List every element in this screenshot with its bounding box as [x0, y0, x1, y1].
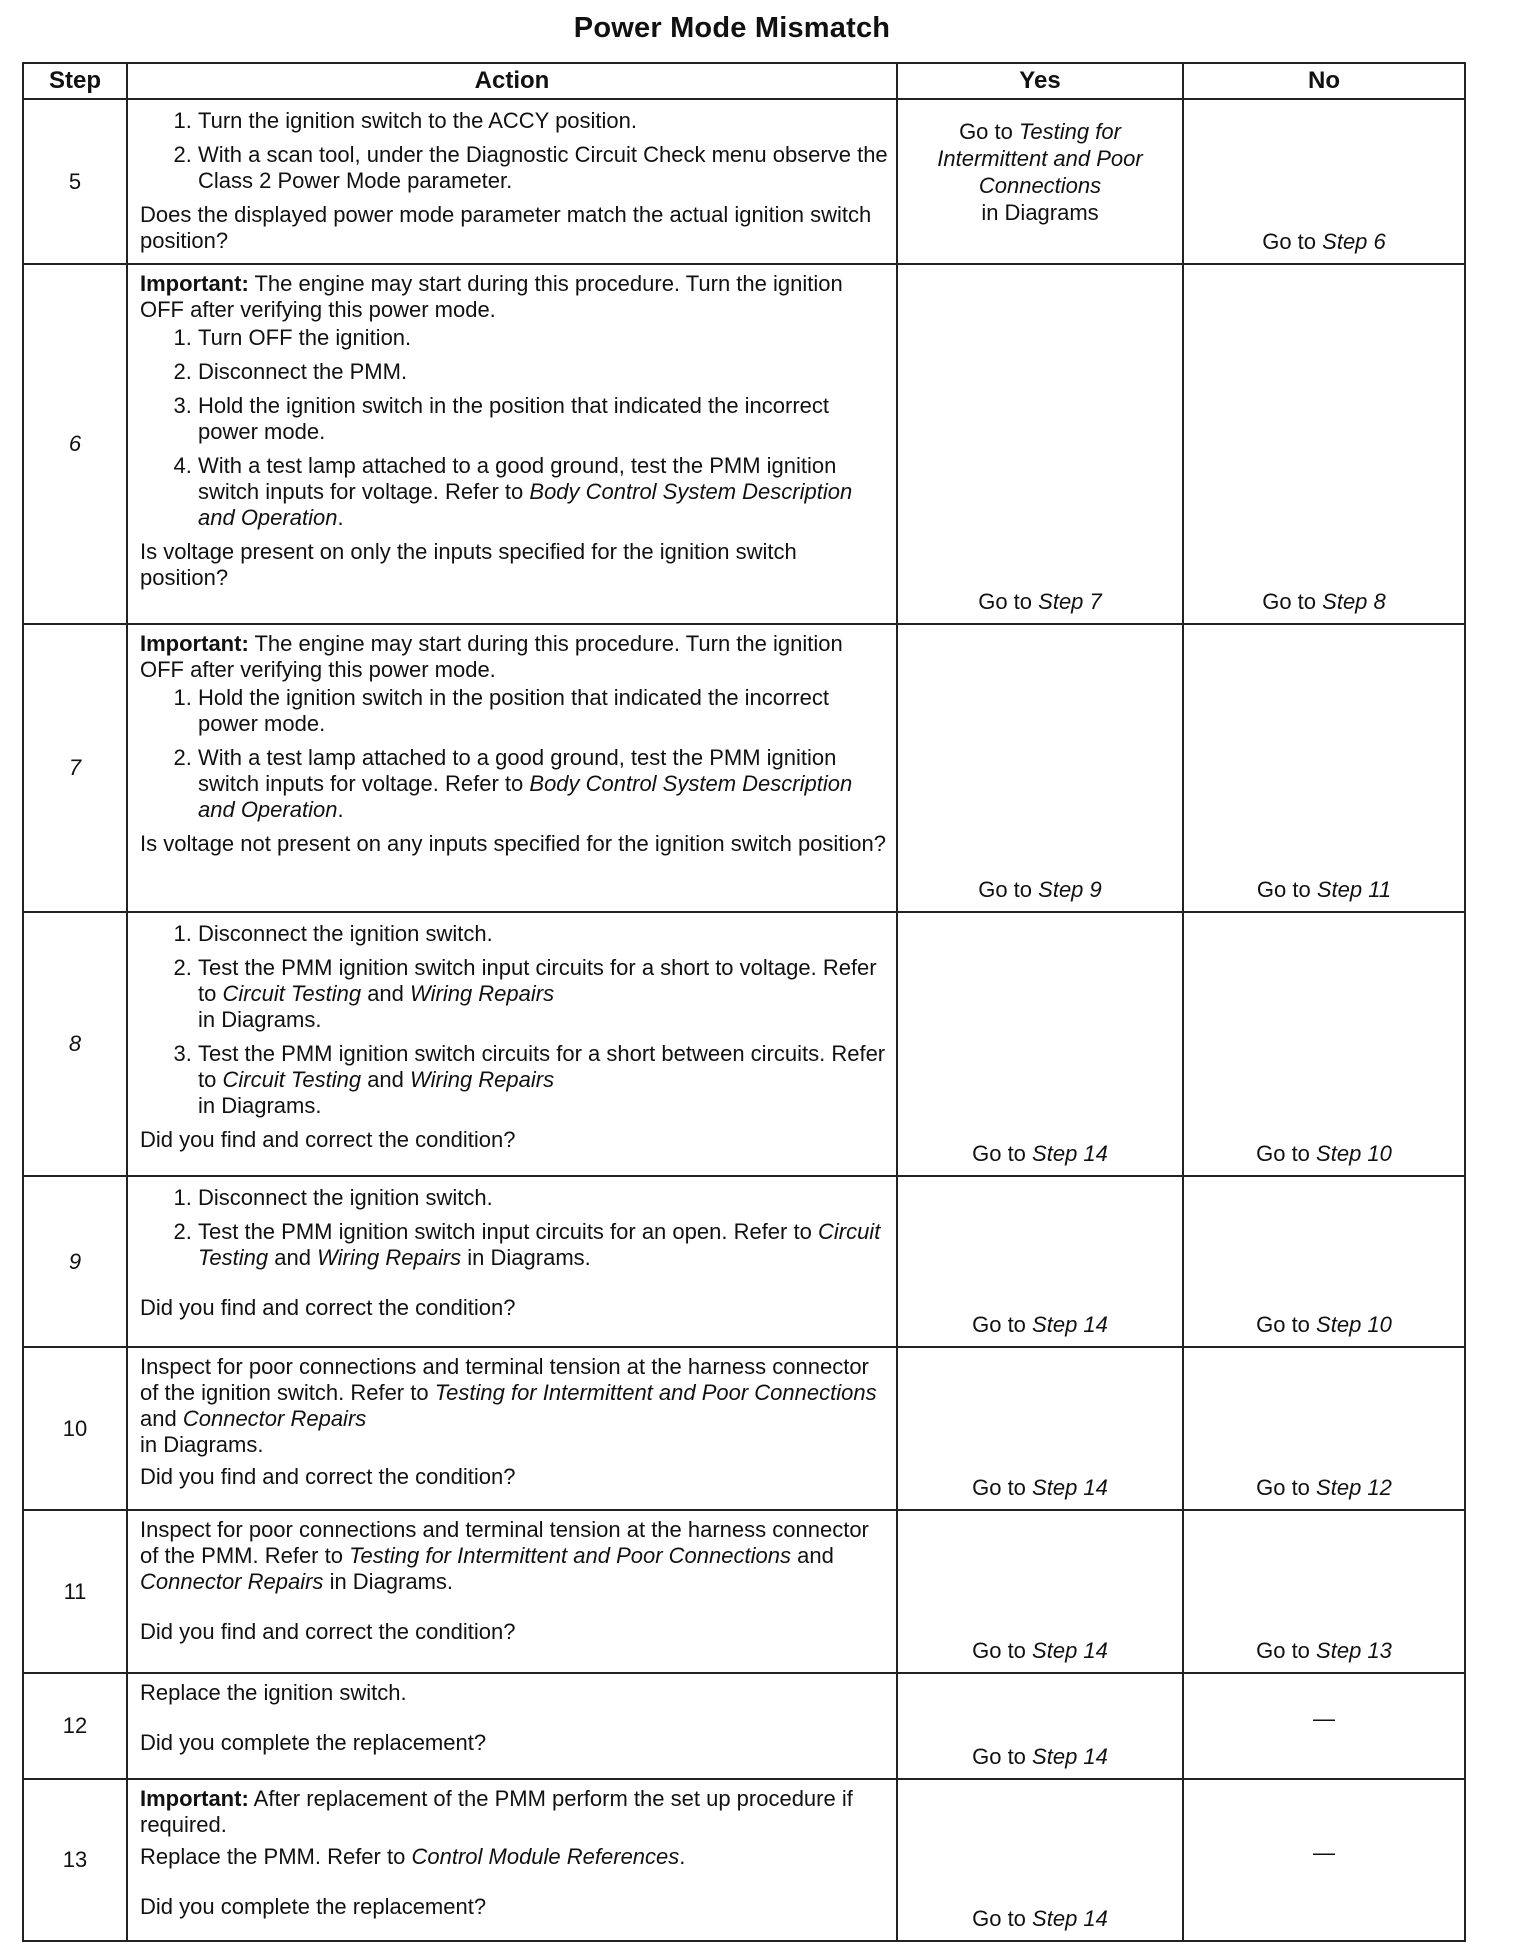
go-to-label: Go to	[1262, 229, 1317, 254]
step-action	[127, 99, 897, 264]
yes-reference: Step 14	[1032, 1744, 1108, 1769]
no-cell	[1183, 624, 1465, 912]
step-number: 6	[23, 264, 127, 624]
action-sentence: Inspect for poor connections and terminal tension at the harness connector of the ignition switch. Refer to	[140, 1354, 869, 1405]
step-number: 9	[23, 1176, 127, 1347]
no-cell	[1183, 1779, 1465, 1941]
no-reference: Step 12	[1316, 1475, 1392, 1500]
step-action	[127, 1347, 897, 1510]
step-row-7	[23, 624, 1465, 912]
step-question: Is voltage present on only the inputs specified for the ignition switch position?	[140, 539, 797, 590]
action-item: 1. Hold the ignition switch in the position that indicated the incorrect power mode.	[198, 685, 888, 737]
step-row-13	[23, 1779, 1465, 1941]
and-text: and	[140, 1406, 177, 1431]
yes-reference: Step 14	[1032, 1141, 1108, 1166]
step-question: Did you complete the replacement?	[140, 1894, 487, 1919]
action-text: Test the PMM ignition switch input circuits for an open. Refer to	[198, 1219, 812, 1244]
important-text: The engine may start during this procedure. Turn the ignition OFF after verifying this power mode.	[140, 631, 843, 682]
important-label: Important:	[140, 631, 249, 656]
step-row-12	[23, 1673, 1465, 1779]
and-text: and	[274, 1245, 311, 1270]
important-note	[140, 1786, 888, 1838]
yes-cell	[897, 624, 1183, 912]
go-to-label: Go to	[959, 119, 1013, 144]
step-row-9	[23, 1176, 1465, 1347]
action-text: Replace the ignition switch.	[140, 1680, 407, 1705]
action-text	[140, 1517, 888, 1595]
step-number: 8	[23, 912, 127, 1176]
reference-link: Connector Repairs	[140, 1569, 324, 1594]
action-item: 1. Turn the ignition switch to the ACCY position.	[198, 108, 888, 134]
yes-cell	[897, 1510, 1183, 1673]
action-text: With a test lamp attached to a good ground, test the PMM ignition switch inputs for voltage. Refer to	[198, 745, 837, 796]
important-label: Important:	[140, 271, 249, 296]
dash-mark: —	[1313, 1706, 1335, 1731]
step-row-11	[23, 1510, 1465, 1673]
step-action	[127, 1510, 897, 1673]
go-to-label: Go to	[972, 1312, 1026, 1337]
step-question: Did you find and correct the condition?	[140, 1127, 516, 1152]
action-item: 4. With a test lamp attached to a good ground, test the PMM ignition switch inputs for voltage. Refer to Body Control System Description and Operation.	[198, 453, 888, 531]
diagrams-note: in Diagrams.	[140, 1432, 264, 1457]
action-item: 2. With a scan tool, under the Diagnostic Circuit Check menu observe the Class 2 Power Mode parameter.	[198, 142, 888, 194]
go-to-label: Go to	[972, 1906, 1026, 1931]
step-action	[127, 1176, 897, 1347]
no-cell	[1183, 1673, 1465, 1779]
reference-link: Body Control System Description and Operation	[198, 771, 853, 822]
no-reference: Step 10	[1316, 1141, 1392, 1166]
yes-reference: Step 7	[1038, 589, 1102, 614]
step-action	[127, 264, 897, 624]
step-number: 11	[23, 1510, 127, 1673]
diagrams-note: in Diagrams.	[467, 1245, 591, 1270]
and-text: and	[367, 981, 404, 1006]
action-sentence: Inspect for poor connections and terminal tension at the harness connector of the PMM. Refer to	[140, 1517, 869, 1568]
header-action: Action	[127, 63, 897, 99]
reference-link: Wiring Repairs	[410, 1067, 555, 1092]
go-to-label: Go to	[972, 1638, 1026, 1663]
yes-cell	[897, 1347, 1183, 1510]
yes-reference: Step 14	[1032, 1312, 1108, 1337]
go-to-label: Go to	[972, 1141, 1026, 1166]
diagrams-note: in Diagrams	[981, 200, 1099, 225]
action-text: Test the PMM ignition switch input circuits for a short to voltage. Refer to	[198, 955, 877, 1006]
step-action	[127, 912, 897, 1176]
step-action	[127, 1779, 897, 1941]
yes-cell	[897, 264, 1183, 624]
go-to-label: Go to	[1256, 1141, 1310, 1166]
reference-link: Testing for Intermittent and Poor Connections	[434, 1380, 877, 1405]
header-no: No	[1183, 63, 1465, 99]
no-cell	[1183, 99, 1465, 264]
action-item: 1. Disconnect the ignition switch.	[198, 921, 888, 947]
no-cell	[1183, 264, 1465, 624]
go-to-label: Go to	[1256, 1638, 1310, 1663]
action-text: With a test lamp attached to a good ground, test the PMM ignition switch inputs for voltage. Refer to	[198, 453, 837, 504]
action-text	[140, 1354, 888, 1458]
important-label: Important:	[140, 1786, 249, 1811]
go-to-label: Go to	[1256, 877, 1311, 902]
no-reference: Step 6	[1322, 229, 1386, 254]
diagrams-note: in Diagrams.	[198, 1093, 322, 1118]
yes-cell	[897, 1176, 1183, 1347]
action-item	[198, 1041, 888, 1119]
reference-link: Connector Repairs	[182, 1406, 367, 1431]
yes-cell	[897, 1673, 1183, 1779]
yes-reference: Step 14	[1032, 1475, 1108, 1500]
step-question: Is voltage not present on any inputs specified for the ignition switch position?	[140, 831, 887, 856]
step-question: Did you complete the replacement?	[140, 1730, 487, 1755]
yes-cell	[897, 99, 1183, 264]
no-reference: Step 13	[1316, 1638, 1392, 1663]
step-number: 13	[23, 1779, 127, 1941]
and-text: and	[367, 1067, 404, 1092]
header-row	[23, 63, 1465, 99]
no-cell	[1183, 1176, 1465, 1347]
no-cell	[1183, 1510, 1465, 1673]
diagnostic-table	[22, 62, 1466, 1942]
step-question: Did you find and correct the condition?	[140, 1295, 516, 1320]
action-item: 3. Hold the ignition switch in the position that indicated the incorrect power mode.	[198, 393, 888, 445]
reference-link: Body Control System Description and Operation	[198, 479, 853, 530]
important-text: After replacement of the PMM perform the set up procedure if required.	[140, 1786, 853, 1837]
diagrams-note: in Diagrams.	[329, 1569, 454, 1594]
important-note	[140, 271, 888, 323]
reference-link: Circuit Testing	[222, 981, 362, 1006]
yes-reference: Step 9	[1038, 877, 1102, 902]
go-to-label: Go to	[1256, 1475, 1310, 1500]
action-text: Test the PMM ignition switch circuits for a short between circuits. Refer to	[198, 1041, 886, 1092]
action-item	[198, 955, 888, 1033]
go-to-label: Go to	[1256, 1312, 1310, 1337]
dash-mark: —	[1313, 1840, 1335, 1865]
step-question: Does the displayed power mode parameter match the actual ignition switch position?	[140, 202, 872, 253]
step-row-8	[23, 912, 1465, 1176]
action-item	[198, 1219, 888, 1271]
reference-link: Circuit Testing	[198, 1219, 881, 1270]
action-sentence: Replace the PMM. Refer to	[140, 1844, 406, 1869]
important-text: The engine may start during this procedure. Turn the ignition OFF after verifying this power mode.	[140, 271, 843, 322]
yes-reference: Step 14	[1032, 1906, 1108, 1931]
go-to-label: Go to	[972, 1475, 1026, 1500]
yes-reference: Step 14	[1032, 1638, 1108, 1663]
step-number: 5	[23, 99, 127, 264]
action-item: 2. With a test lamp attached to a good ground, test the PMM ignition switch inputs for voltage. Refer to Body Control System Description and Operation.	[198, 745, 888, 823]
go-to-label: Go to	[978, 877, 1033, 902]
important-note	[140, 631, 888, 683]
reference-link: Wiring Repairs	[317, 1245, 462, 1270]
yes-reference: Testing for Intermittent and Poor Connections	[937, 119, 1143, 198]
header-yes: Yes	[897, 63, 1183, 99]
reference-link: Control Module References	[411, 1844, 680, 1869]
no-reference: Step 10	[1316, 1312, 1392, 1337]
no-cell	[1183, 912, 1465, 1176]
step-action	[127, 1673, 897, 1779]
step-row-5	[23, 99, 1465, 264]
go-to-label: Go to	[1262, 589, 1317, 614]
no-reference: Step 11	[1316, 877, 1392, 902]
page-title: Power Mode Mismatch	[573, 12, 891, 44]
action-item: 2. Disconnect the PMM.	[198, 359, 888, 385]
step-number: 12	[23, 1673, 127, 1779]
go-to-label: Go to	[972, 1744, 1026, 1769]
yes-cell	[897, 912, 1183, 1176]
action-item: 1. Turn OFF the ignition.	[198, 325, 888, 351]
yes-cell	[897, 1779, 1183, 1941]
step-action	[127, 624, 897, 912]
header-step: Step	[23, 63, 127, 99]
go-to-label: Go to	[978, 589, 1033, 614]
step-question: Did you find and correct the condition?	[140, 1464, 516, 1489]
diagrams-note: in Diagrams.	[198, 1007, 322, 1032]
reference-link: Wiring Repairs	[410, 981, 555, 1006]
step-row-6	[23, 264, 1465, 624]
reference-link: Testing for Intermittent and Poor Connections	[349, 1543, 791, 1568]
no-cell	[1183, 1347, 1465, 1510]
step-number: 7	[23, 624, 127, 912]
action-text: Replace the PMM. Refer to Control Module References.	[140, 1844, 686, 1869]
and-text: and	[797, 1543, 834, 1568]
reference-link: Circuit Testing	[222, 1067, 362, 1092]
step-question: Did you find and correct the condition?	[140, 1619, 516, 1644]
action-item: 1. Disconnect the ignition switch.	[198, 1185, 888, 1211]
no-reference: Step 8	[1322, 589, 1386, 614]
step-number: 10	[23, 1347, 127, 1510]
step-row-10	[23, 1347, 1465, 1510]
